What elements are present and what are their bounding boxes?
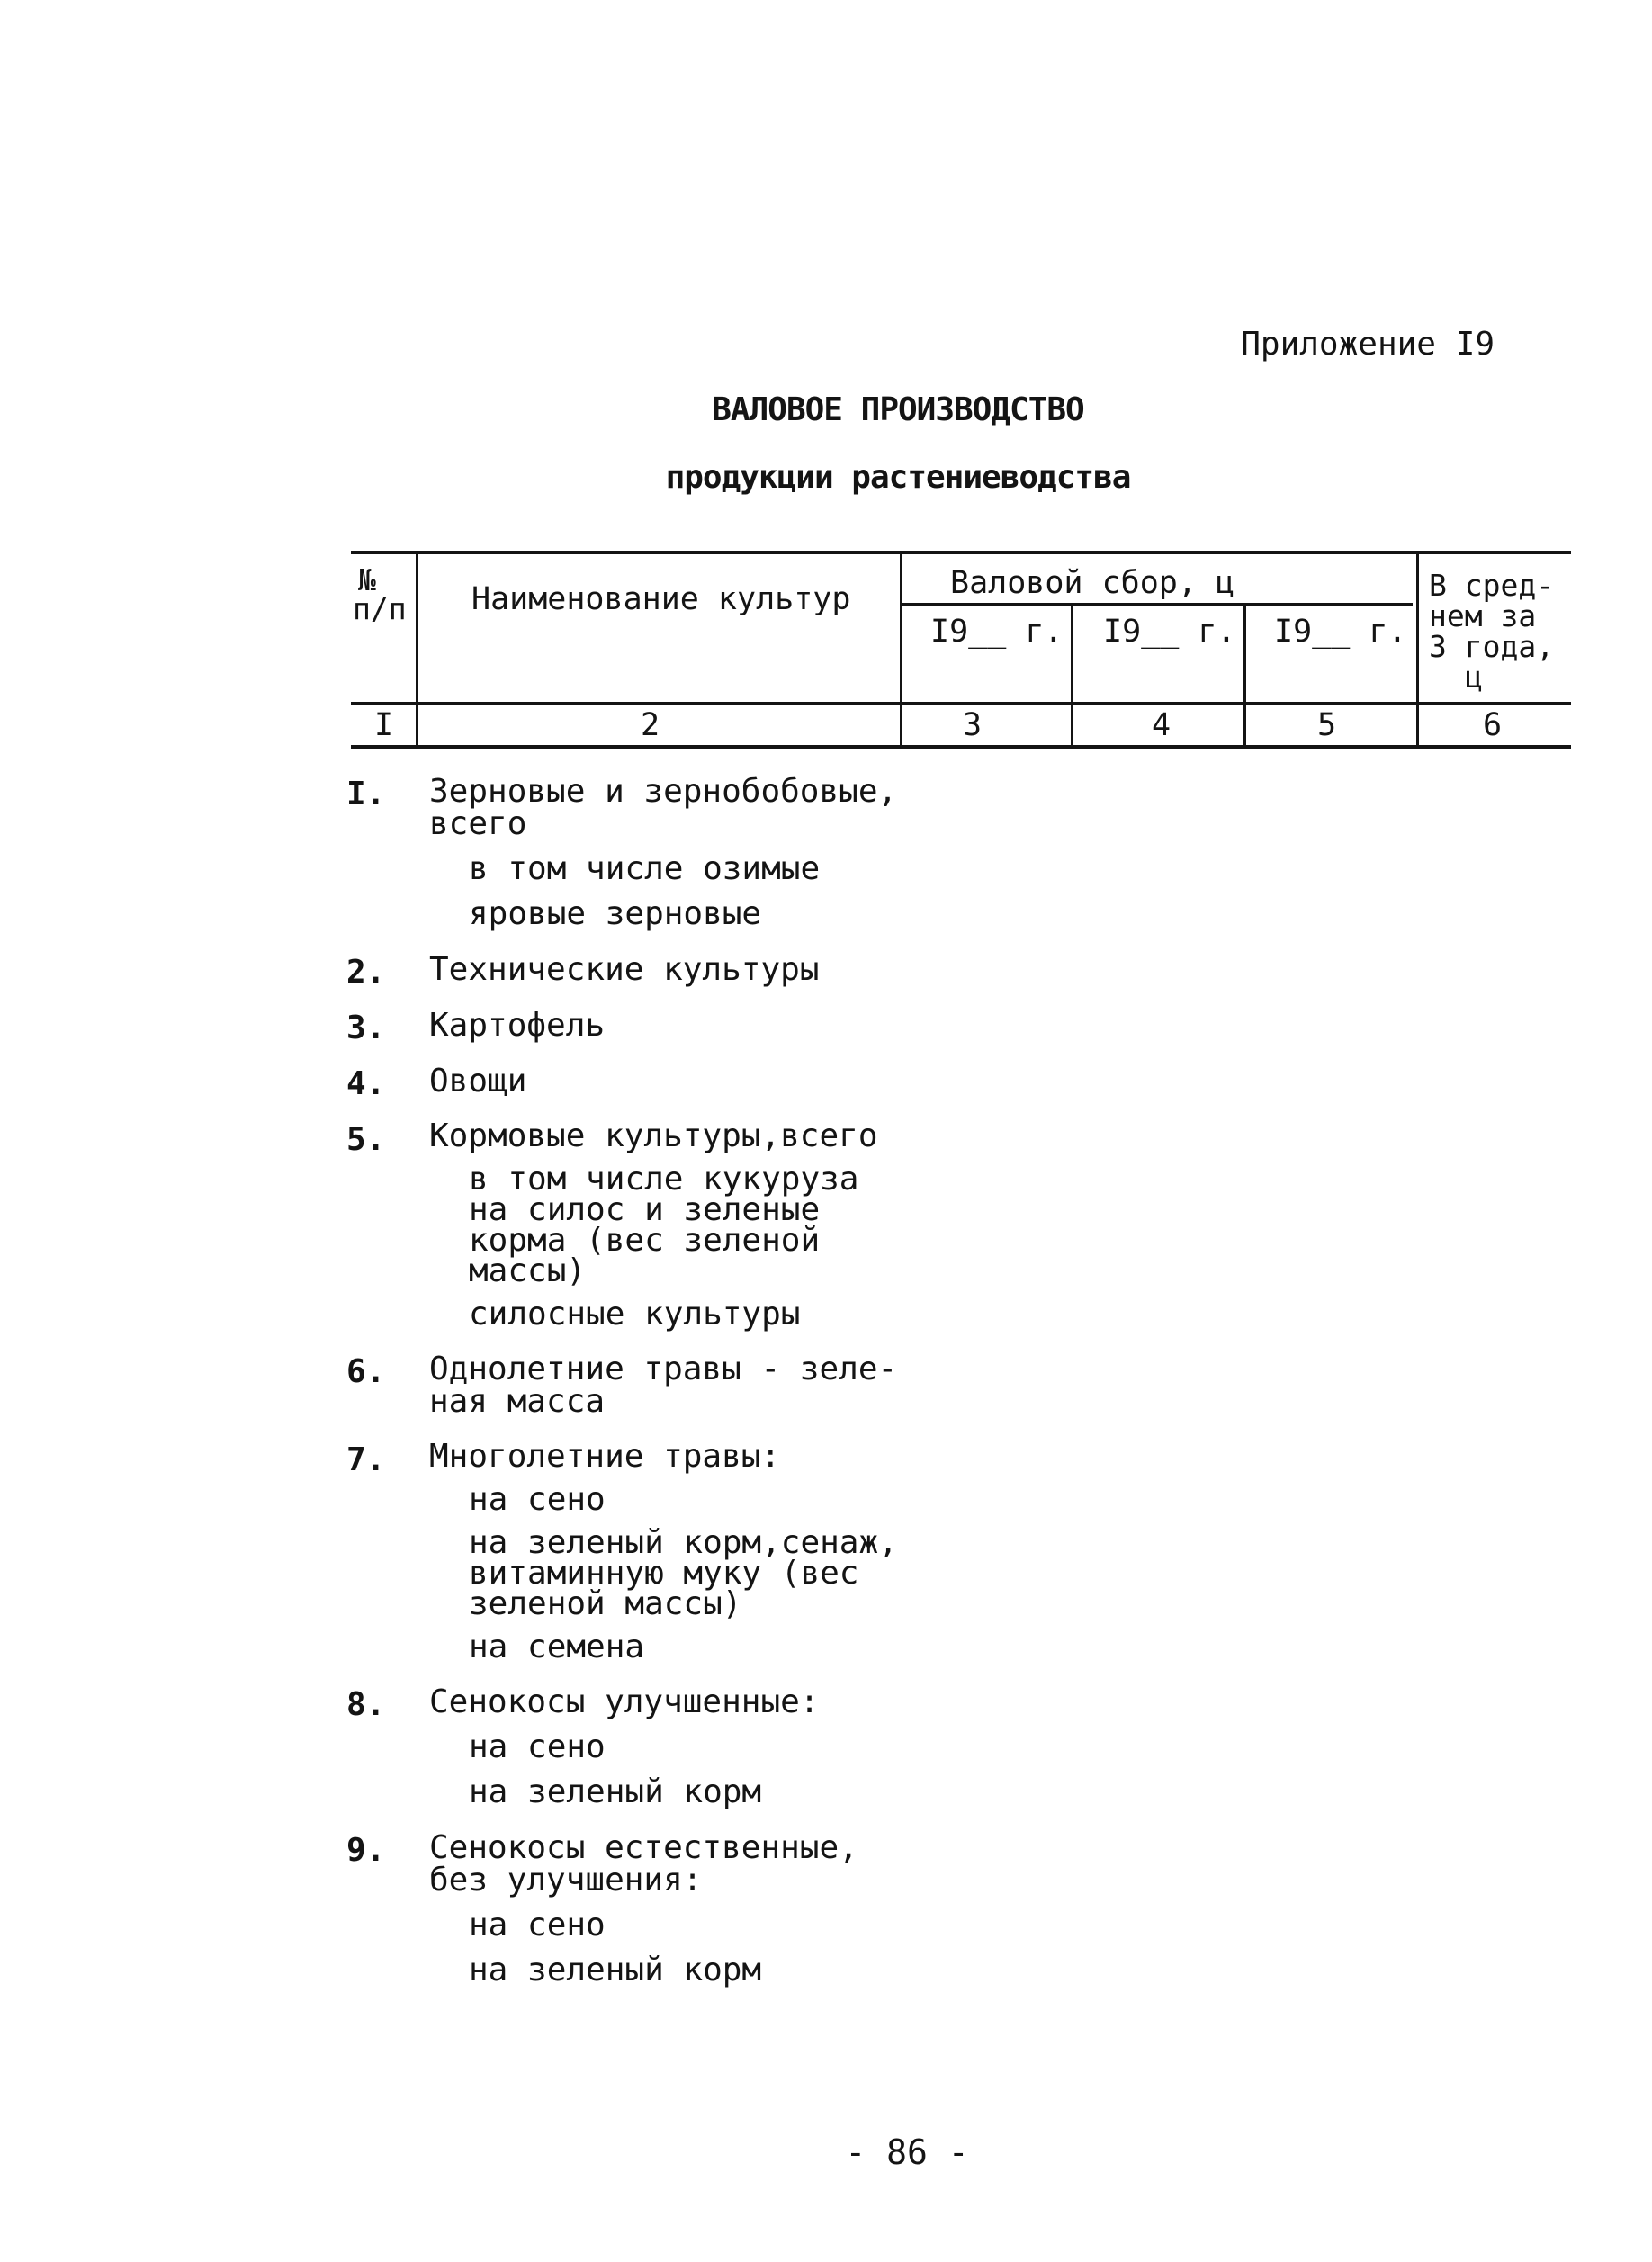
item-number: 7. [346, 1441, 386, 1478]
col-index-1: I [374, 707, 394, 743]
item-subline: витаминную муку (вес [469, 1555, 859, 1592]
col-avg-line1: В сред- [1429, 568, 1555, 603]
item-subline: на зеленый корм,сенаж, [469, 1524, 898, 1561]
item-subline: на зеленый корм [469, 1952, 762, 1988]
col-num-symbol: № [358, 562, 376, 597]
item-number: 8. [346, 1686, 386, 1723]
item-subline: на сено [469, 1481, 606, 1518]
item-number: I. [346, 776, 386, 812]
table-top-border [351, 551, 1571, 554]
list-item [346, 1118, 898, 1333]
item-text: Овощи [429, 1063, 527, 1100]
col-num-label: п/п [353, 591, 407, 626]
col-index-4: 4 [1152, 707, 1172, 743]
col-divider-1 [416, 551, 418, 749]
item-subline: на зеленый корм [469, 1773, 762, 1810]
col-name-header: Наименование культур [471, 581, 851, 617]
group-header: Валовой сбор, ц [950, 565, 1235, 601]
item-number: 5. [346, 1121, 386, 1158]
col-divider-2 [900, 551, 902, 749]
item-text: Кормовые культуры,всего [429, 1118, 878, 1154]
page-number: - 86 - [845, 2132, 969, 2172]
item-subline: на семена [469, 1629, 645, 1665]
year-col-1: I9__ г. [930, 614, 1064, 650]
item-text: Зерновые и зернобобовые, [429, 773, 898, 810]
group-underline [900, 603, 1413, 606]
item-subline: в том числе озимые [469, 850, 821, 887]
year-col-2: I9__ г. [1103, 614, 1236, 650]
item-subline: на сено [469, 1728, 606, 1765]
item-text: Технические культуры [429, 951, 820, 988]
document-subtitle: продукции растениеводства [665, 459, 1131, 496]
item-subline: силосные культуры [469, 1296, 801, 1333]
list-item [346, 773, 898, 932]
item-text: без улучшения: [429, 1862, 703, 1898]
col-avg-line4: ц [1465, 660, 1483, 695]
col-divider-3 [1071, 605, 1073, 749]
header-mid-border [351, 702, 1571, 705]
col-index-2: 2 [641, 707, 660, 743]
col-avg-line3: 3 года, [1429, 629, 1555, 664]
list-item [346, 1438, 898, 1665]
item-subline: на сено [469, 1907, 606, 1943]
item-text: Многолетние травы: [429, 1438, 781, 1475]
list-item [346, 1063, 898, 1102]
item-text: Однолетние травы - зеле- [429, 1351, 898, 1387]
item-subline: корма (вес зеленой [469, 1222, 821, 1259]
col-index-5: 5 [1317, 707, 1337, 743]
item-text: ная масса [429, 1383, 606, 1420]
document-title: ВАЛОВОЕ ПРОИЗВОДСТВО [712, 391, 1084, 428]
item-text: Сенокосы естественные, [429, 1829, 858, 1866]
item-subline: на силос и зеленые [469, 1191, 821, 1228]
col-divider-4 [1243, 605, 1246, 749]
item-number: 2. [346, 954, 386, 991]
crop-list [346, 773, 898, 2010]
col-avg-line2: нем за [1429, 598, 1537, 633]
item-text: Сенокосы улучшенные: [429, 1683, 820, 1720]
item-subline: массы) [469, 1252, 587, 1289]
item-text: Картофель [429, 1007, 606, 1044]
col-index-3: 3 [963, 707, 983, 743]
list-item [346, 1353, 898, 1418]
item-number: 3. [346, 1010, 386, 1046]
col-divider-5 [1416, 551, 1419, 749]
item-number: 9. [346, 1832, 386, 1869]
list-item [346, 1683, 898, 1810]
item-number: 6. [346, 1353, 386, 1390]
list-item [346, 1007, 898, 1046]
list-item [346, 1829, 898, 1988]
item-number: 4. [346, 1065, 386, 1102]
item-subline: в том числе кукуруза [469, 1161, 859, 1198]
list-item [346, 951, 898, 991]
item-text: всего [429, 805, 527, 842]
year-col-3: I9__ г. [1274, 614, 1407, 650]
col-index-6: 6 [1483, 707, 1503, 743]
item-subline: яровые зерновые [469, 895, 762, 932]
appendix-label: Приложение I9 [1241, 326, 1495, 363]
item-subline: зеленой массы) [469, 1585, 742, 1622]
header-bottom-border [351, 745, 1571, 749]
